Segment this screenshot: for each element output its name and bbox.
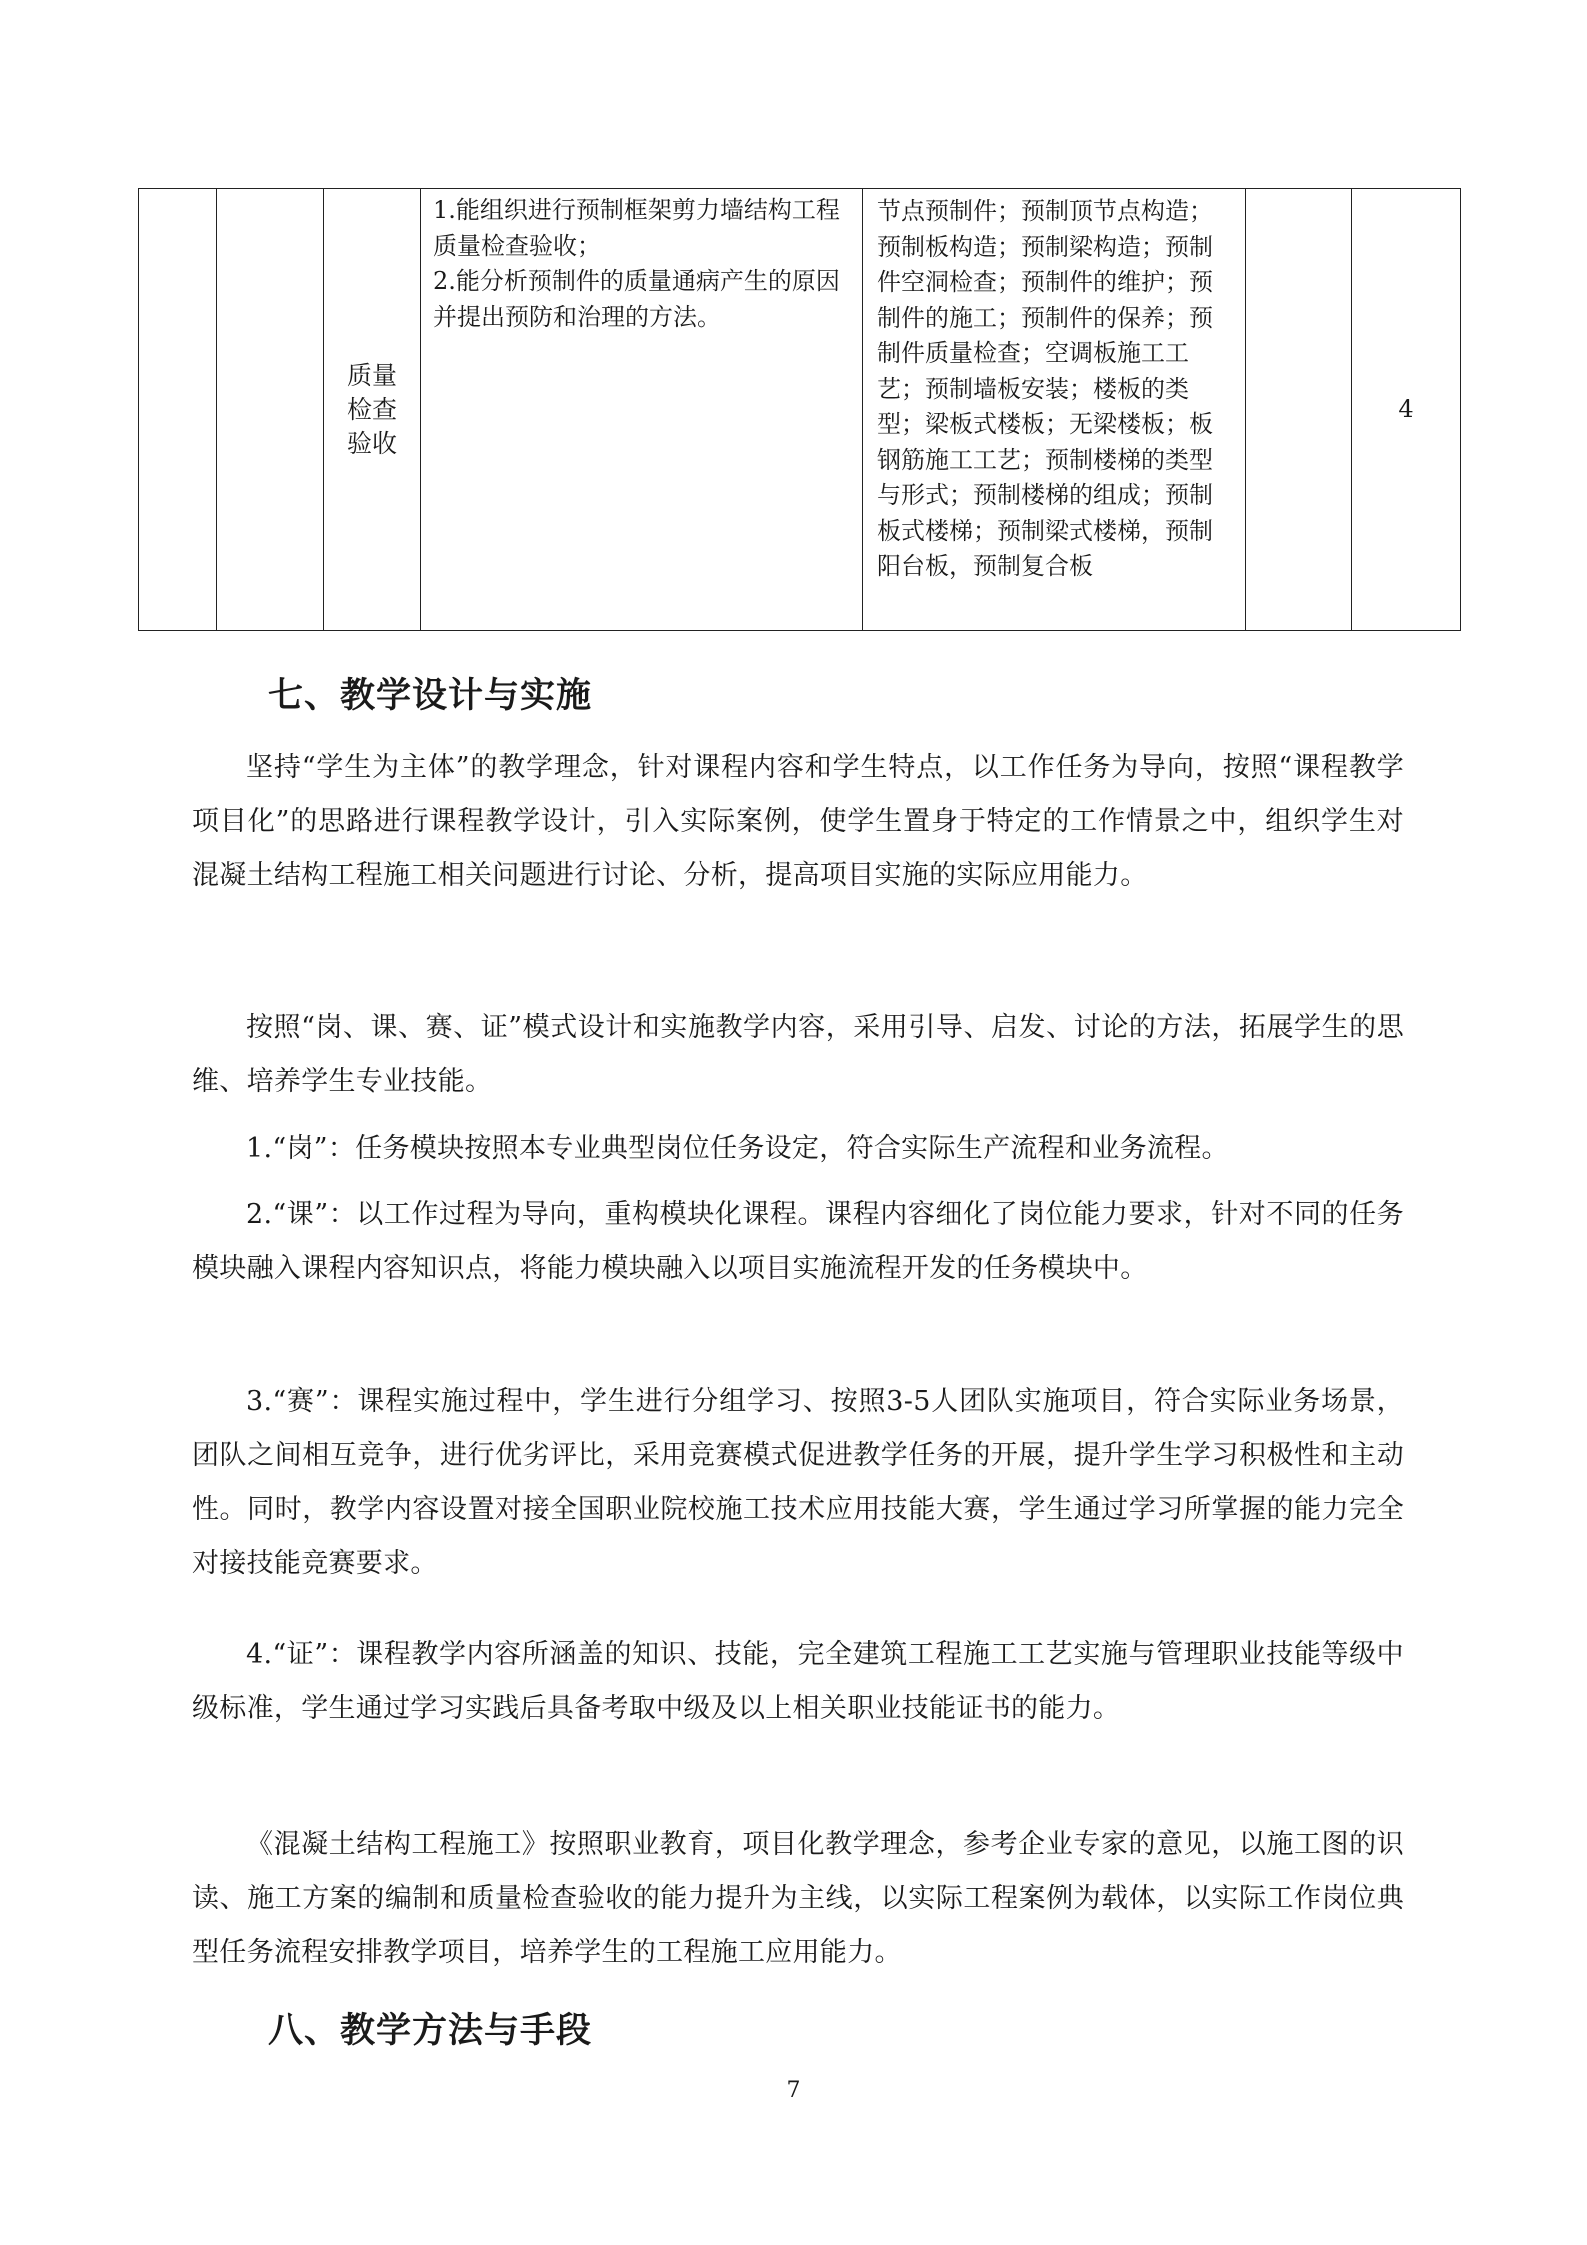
hours-cell xyxy=(1352,189,1461,631)
table-cell-empty-1 xyxy=(139,189,217,631)
hours-value: 4 xyxy=(1398,394,1414,423)
course-content-table xyxy=(138,188,1461,631)
ability-line: 2.能分析预制件的质量通病产生的原因并提出预防和治理的方法。 xyxy=(433,267,840,331)
paragraph: 2.“课”：以工作过程为导向，重构模块化课程。课程内容细化了岗位能力要求，针对不同的任务模块融入课程内容知识点，将能力模块融入以项目实施流程开发的任务模块中。 xyxy=(192,1199,1404,1284)
table-row xyxy=(139,189,1461,631)
table-cell-empty-6 xyxy=(1246,189,1352,631)
content-cell xyxy=(863,189,1246,631)
ability-cell xyxy=(421,189,863,631)
paragraph: 4.“证”：课程教学内容所涵盖的知识、技能，完全建筑工程施工工艺实施与管理职业技能等级中级标准，学生通过学习实践后具备考取中级及以上相关职业技能证书的能力。 xyxy=(192,1639,1404,1724)
ability-line: 1.能组织进行预制框架剪力墙结构工程质量检查验收； xyxy=(433,196,840,260)
paragraph: 1.“岗”：任务模块按照本专业典型岗位任务设定，符合实际生产流程和业务流程。 xyxy=(246,1133,1229,1164)
table-cell-empty-2 xyxy=(217,189,324,631)
paragraph: 按照“岗、课、赛、证”模式设计和实施教学内容，采用引导、启发、讨论的方法，拓展学生的思维、培养学生专业技能。 xyxy=(192,1012,1404,1097)
module-name: 质量检查验收 xyxy=(346,360,397,458)
content-text: 节点预制件；预制顶节点构造；预制板构造；预制梁构造；预制件空洞检查；预制件的维护；预制件的施工；预制件的保养；预制件质量检查；空调板施工工艺；预制墙板安装；楼板的类型；梁板式楼板；无梁楼板；板钢筋施工工艺；预制楼梯的类型与形式；预制楼梯的组成；预制板式楼梯；预制梁式楼梯，预制阳台板，预制复合板 xyxy=(877,197,1213,580)
paragraph: 坚持“学生为主体”的教学理念，针对课程内容和学生特点，以工作任务为导向，按照“课程教学项目化”的思路进行课程教学设计，引入实际案例，使学生置身于特定的工作情景之中，组织学生对混凝土结构工程施工相关问题进行讨论、分析，提高项目实施的实际应用能力。 xyxy=(192,752,1404,891)
paragraph: 3.“赛”：课程实施过程中，学生进行分组学习、按照3-5人团队实施项目，符合实际业务场景，团队之间相互竞争，进行优劣评比，采用竞赛模式促进教学任务的开展，提升学生学习积极性和主动性。同时，教学内容设置对接全国职业院校施工技术应用技能大赛，学生通过学习所掌握的能力完全对接技能竞赛要求。 xyxy=(192,1386,1404,1579)
section-7-heading: 七、教学设计与实施 xyxy=(268,676,593,716)
section-8-heading: 八、教学方法与手段 xyxy=(268,2011,593,2051)
page-number: 7 xyxy=(786,2078,801,2103)
module-cell xyxy=(324,189,421,631)
paragraph: 《混凝土结构工程施工》按照职业教育，项目化教学理念，参考企业专家的意见，以施工图的识读、施工方案的编制和质量检查验收的能力提升为主线，以实际工程案例为载体，以实际工作岗位典型任务流程安排教学项目，培养学生的工程施工应用能力。 xyxy=(192,1829,1404,1968)
